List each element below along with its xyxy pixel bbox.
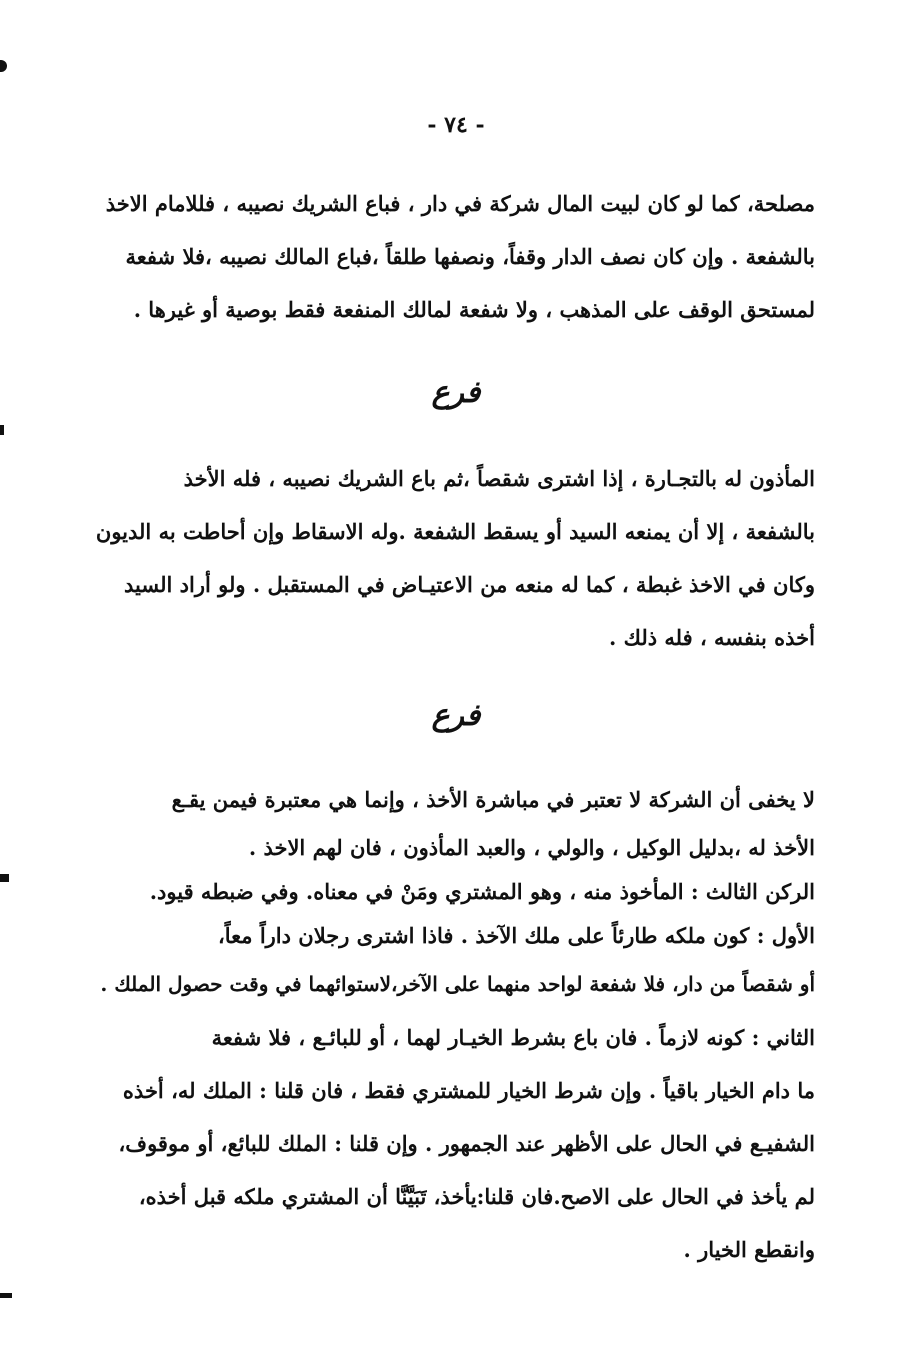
page-number: - ٧٤ -: [427, 112, 485, 138]
text-line: وكان في الاخذ غبطة ، كما له منعه من الاعتيـاض في المستقبل . ولو أراد السيد: [124, 572, 815, 597]
text-line: الأول : كون ملكه طارئاً على ملك الآخذ . فاذا اشترى رجلان داراً معاً،: [217, 923, 815, 948]
scan-edge-mark: [0, 1293, 12, 1298]
text-line: أو شقصاً من دار، فلا شفعة لواحد منهما على الآخر،لاستوائهما في وقت حصول الملك .: [100, 972, 815, 996]
text-line: الثاني : كونه لازماً . فان باع بشرط الخيـار لهما ، أو للبائـع ، فلا شفعة: [211, 1025, 815, 1050]
scan-edge-mark: [0, 874, 9, 882]
text-line: وانقطع الخيار .: [683, 1237, 815, 1262]
section-heading: فرع: [431, 375, 481, 410]
text-line: المأذون له بالتجـارة ، إذا اشترى شقصاً ،ثم باع الشريك نصيبه ، فله الأخذ: [183, 466, 815, 491]
text-line: لا يخفى أن الشركة لا تعتبر في مباشرة الأخذ ، وإنما هي معتبرة فيمن يقـع: [171, 787, 815, 812]
text-line: بالشفعة ، إلا أن يمنعه السيد أو يسقط الشفعة .وله الاسقاط وإن أحاطت به الديون: [95, 519, 815, 544]
text-line: مصلحة، كما لو كان لبيت المال شركة في دار ، فباع الشريك نصيبه ، فللامام الاخذ: [105, 191, 815, 216]
text-line: بالشفعة . وإن كان نصف الدار وقفاً، ونصفها طلقاً ،فباع المالك نصيبه ،فلا شفعة: [125, 244, 815, 269]
text-line: ما دام الخيار باقياً . وإن شرط الخيار للمشتري فقط ، فان قلنا : الملك له، أخذه: [122, 1078, 815, 1103]
paragraph-2: [90, 452, 815, 664]
text-line: الأخذ له ،بدليل الوكيل ، والولي ، والعبد المأذون ، فان لهم الاخذ .: [248, 835, 815, 860]
text-line: الركن الثالث : المأخوذ منه ، وهو المشتري ومَنْ في معناه. وفي ضبطه قيود.: [149, 879, 815, 904]
paragraph-1: [90, 177, 815, 336]
text-line: أخذه بنفسه ، فله ذلك .: [609, 625, 815, 650]
text-line: لم يأخذ في الحال على الاصح.فان قلنا:يأخذ، تَبَيَّنَّا أن المشتري ملكه قبل أخذه،: [138, 1184, 815, 1209]
scan-edge-mark: [0, 425, 4, 435]
scan-edge-mark: [0, 60, 7, 72]
paragraph-3: [90, 773, 815, 1276]
text-line: الشفيـع في الحال على الأظهر عند الجمهور . وإن قلنا : الملك للبائع، أو موقوف،: [118, 1131, 815, 1156]
section-heading: فرع: [431, 698, 481, 733]
text-line: لمستحق الوقف على المذهب ، ولا شفعة لمالك المنفعة فقط بوصية أو غيرها .: [133, 297, 815, 322]
